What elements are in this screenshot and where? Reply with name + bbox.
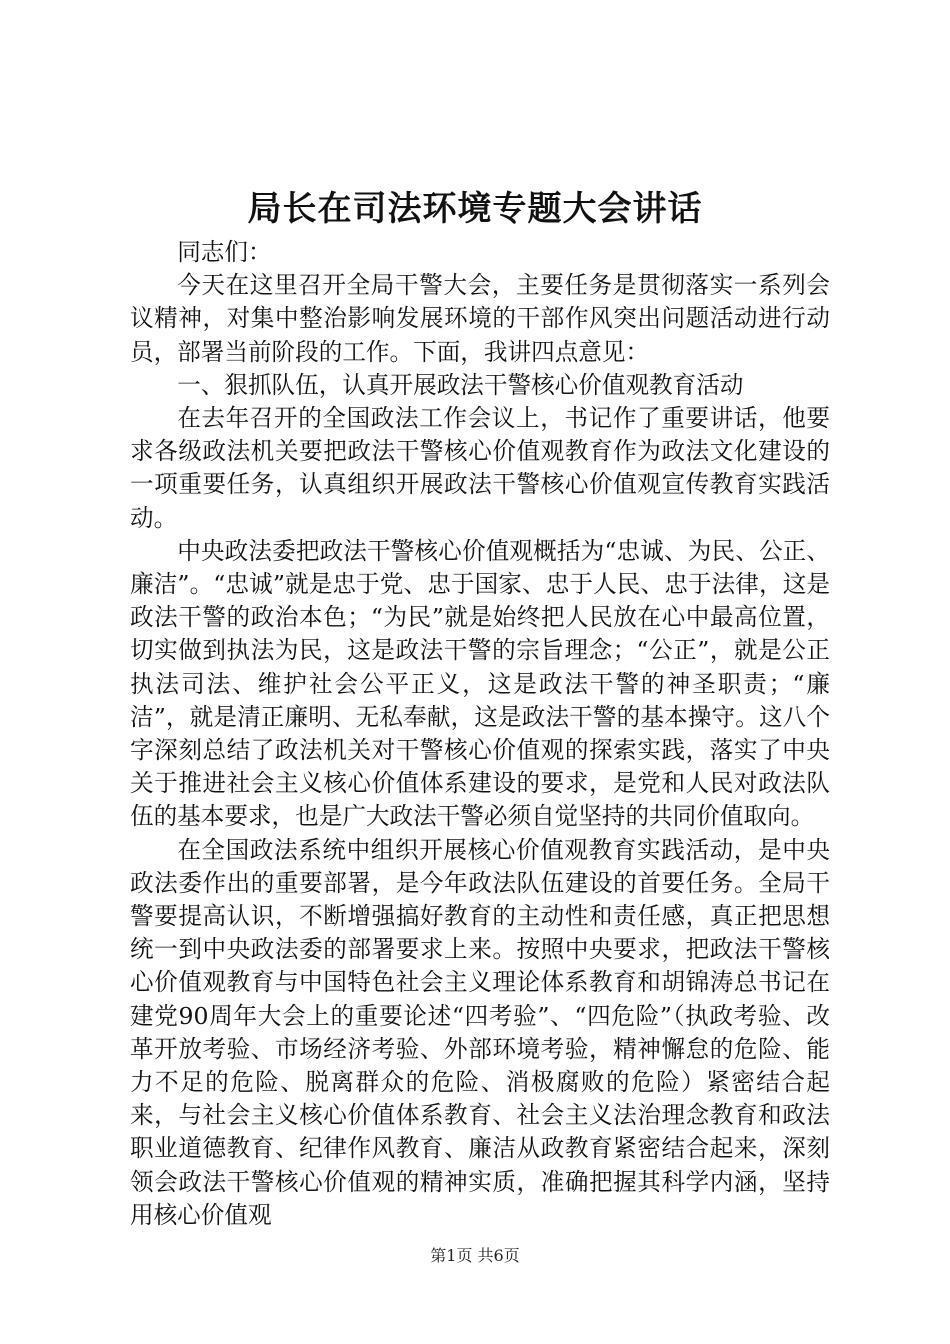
salutation-paragraph: 同志们： <box>177 238 272 266</box>
body-paragraph: 中央政法委把政法干警核心价值观概括为“忠诚、为民、公正、廉洁”。“忠诚”就是忠于党、忠于国家、忠于人民、忠于法律，这是政法干警的政治本色；“为民”就是始终把人民放在心中最高位置，切实做到执法为民，这是政法干警的宗旨理念；“公正”，就是公正执法司法、维护社会公平正义，这是政法干警的神圣职责；“廉洁”，就是清正廉明、无私奉献，这是政法干警的基本操守。这八个字深刻总结了政法机关对干警核心价值观的探索实践，落实了中央关于推进社会主义核心价值体系建设的要求，是党和人民对政法队伍的基本要求，也是广大政法干警必须自觉坚持的共同价值取向。 <box>130 536 830 831</box>
document-body <box>130 236 830 1232</box>
body-paragraph: 在去年召开的全国政法工作会议上，书记作了重要讲话，他要求各级政法机关要把政法干警核心价值观教育作为政法文化建设的一项重要任务，认真组织开展政法干警核心价值观宣传教育实践活动。 <box>130 404 830 532</box>
section-heading: 一、狠抓队伍，认真开展政法干警核心价值观教育活动 <box>177 370 744 399</box>
document-title: 局长在司法环境专题大会讲话 <box>247 189 703 229</box>
intro-paragraph: 今天在这里召开全局干警大会，主要任务是贯彻落实一系列会议精神，对集中整治影响发展环境的干部作风突出问题活动进行动员，部署当前阶段的工作。下面，我讲四点意见： <box>130 271 830 366</box>
body-paragraph: 在全国政法系统中组织开展核心价值观教育实践活动，是中央政法委作出的重要部署，是今年政法队伍建设的首要任务。全局干警要提高认识，不断增强搞好教育的主动性和责任感，真正把思想统一到中央政法委的部署要求上来。按照中央要求，把政法干警核心价值观教育与中国特色社会主义理论体系教育和胡锦涛总书记在建党90周年大会上的重要论述“四考验”、“四危险”（执政考验、改革开放考验、市场经济考验、外部环境考验，精神懈怠的危险、能力不足的危险、脱离群众的危险、消极腐败的危险）紧密结合起来，与社会主义核心价值体系教育、社会主义法治理念教育和政法职业道德教育、纪律作风教育、廉洁从政教育紧密结合起来，深刻领会政法干警核心价值观的精神实质，准确把握其科学内涵，坚持用核心价值观 <box>130 835 830 1229</box>
page-footer: 第1页 共6页 <box>430 1246 520 1265</box>
